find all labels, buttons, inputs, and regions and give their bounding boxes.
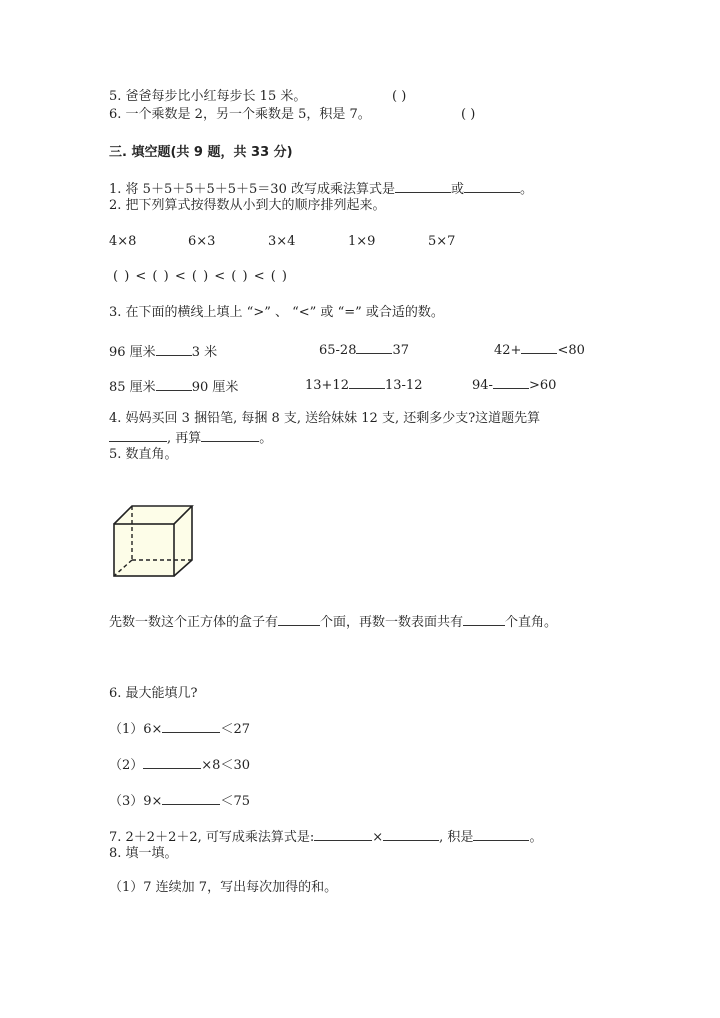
compare-item <box>494 341 585 358</box>
blank-factor-2[interactable] <box>383 828 439 841</box>
question-text: 。 <box>519 182 533 197</box>
section-title: 三. 填空题(共 9 题，共 33 分) <box>109 145 293 160</box>
question-text: 个直角。 <box>505 615 558 630</box>
question-text: 7. 2＋2＋2＋2, 可写成乘法算式是: <box>109 830 315 845</box>
question-text: 5. 爸爸每步比小红每步长 15 米。 <box>109 89 307 104</box>
fill-q8-sub1: （1）7 连续加 7，写出每次加得的和。 <box>109 880 338 895</box>
compare-right: 37 <box>392 343 410 358</box>
fill-q8: 8. 填一填。 <box>109 846 178 861</box>
question-text: 。 <box>259 431 273 446</box>
compare-blank[interactable] <box>521 341 557 354</box>
item-after: ×8＜30 <box>201 758 250 773</box>
fill-q5-sentence <box>109 613 557 631</box>
compare-right: <80 <box>557 343 585 358</box>
question-text: 1. 将 5＋5＋5＋5＋5＋5＝30 改写成乘法算式是 <box>109 182 395 197</box>
q6-item-3 <box>109 792 250 810</box>
compare-item <box>472 376 556 393</box>
compare-right: 3 米 <box>191 345 218 360</box>
item-after: ＜75 <box>220 794 250 809</box>
blank-1[interactable] <box>395 180 451 193</box>
compare-right: 13-12 <box>384 378 423 393</box>
question-text: 。 <box>529 830 543 845</box>
blank-factor-1[interactable] <box>314 828 372 841</box>
blank[interactable] <box>162 792 220 805</box>
times-sign: × <box>372 830 384 845</box>
item-after: ＜27 <box>220 722 250 737</box>
expression: 6×3 <box>188 234 216 249</box>
blank[interactable] <box>143 756 201 769</box>
compare-item <box>319 341 409 358</box>
compare-left: 94- <box>472 378 493 393</box>
fill-q7 <box>109 828 542 846</box>
blank-first-step[interactable] <box>109 429 167 442</box>
compare-right: 90 厘米 <box>191 380 239 395</box>
compare-blank[interactable] <box>349 376 385 389</box>
fill-q3: 3. 在下面的横线上填上 “>” 、 “<” 或 “=” 或合适的数。 <box>109 305 444 320</box>
compare-item <box>305 376 422 393</box>
compare-item <box>109 341 217 360</box>
fill-q4-line2 <box>109 429 272 447</box>
blank-product[interactable] <box>473 828 529 841</box>
compare-left: 13+12 <box>305 378 349 393</box>
question-text: 个面，再数一数表面共有 <box>320 615 464 630</box>
answer-paren-q5[interactable]: ( ) <box>392 89 407 104</box>
fill-q6: 6. 最大能填几? <box>109 686 198 701</box>
expression: 1×9 <box>348 234 376 249</box>
compare-blank[interactable] <box>156 343 192 356</box>
cube-figure <box>108 498 198 578</box>
q6-item-1 <box>109 720 250 738</box>
compare-blank[interactable] <box>356 341 392 354</box>
answer-paren-q6[interactable]: ( ) <box>461 107 476 122</box>
blank-2[interactable] <box>464 180 520 193</box>
q6-item-2 <box>109 756 250 774</box>
question-text: , 再算 <box>167 431 202 446</box>
compare-blank[interactable] <box>493 376 529 389</box>
expression: 5×7 <box>428 234 456 249</box>
question-text: 或 <box>450 182 464 197</box>
order-row[interactable]: ( ) < ( ) < ( ) < ( ) < ( ) <box>113 269 289 284</box>
fill-q5: 5. 数直角。 <box>109 447 178 462</box>
compare-left: 65-28 <box>319 343 357 358</box>
compare-item <box>109 376 238 395</box>
blank-second-step[interactable] <box>201 429 259 442</box>
blank[interactable] <box>162 720 220 733</box>
question-text: , 积是 <box>439 830 474 845</box>
compare-left: 42+ <box>494 343 522 358</box>
blank-right-angles[interactable] <box>463 613 505 626</box>
judgement-q5 <box>109 89 306 105</box>
item-label: （1）6× <box>109 722 163 737</box>
question-text: 先数一数这个正方体的盒子有 <box>109 615 279 630</box>
compare-blank[interactable] <box>156 378 192 391</box>
judgement-q6 <box>109 107 371 123</box>
expression: 3×4 <box>268 234 296 249</box>
fill-q1 <box>109 180 533 198</box>
fill-q4: 4. 妈妈买回 3 捆铅笔, 每捆 8 支, 送给妹妹 12 支, 还剩多少支?这道题先算 <box>109 411 541 426</box>
compare-left: 85 厘米 <box>109 380 156 395</box>
item-label: （3）9× <box>109 794 163 809</box>
fill-q2: 2. 把下列算式按得数从小到大的顺序排列起来。 <box>109 198 386 213</box>
compare-left: 96 厘米 <box>109 345 156 360</box>
expression: 4×8 <box>109 234 137 249</box>
question-text: 6. 一个乘数是 2，另一个乘数是 5，积是 7。 <box>109 107 371 122</box>
blank-faces[interactable] <box>278 613 320 626</box>
item-label: （2） <box>109 758 144 773</box>
compare-right: >60 <box>528 378 557 393</box>
